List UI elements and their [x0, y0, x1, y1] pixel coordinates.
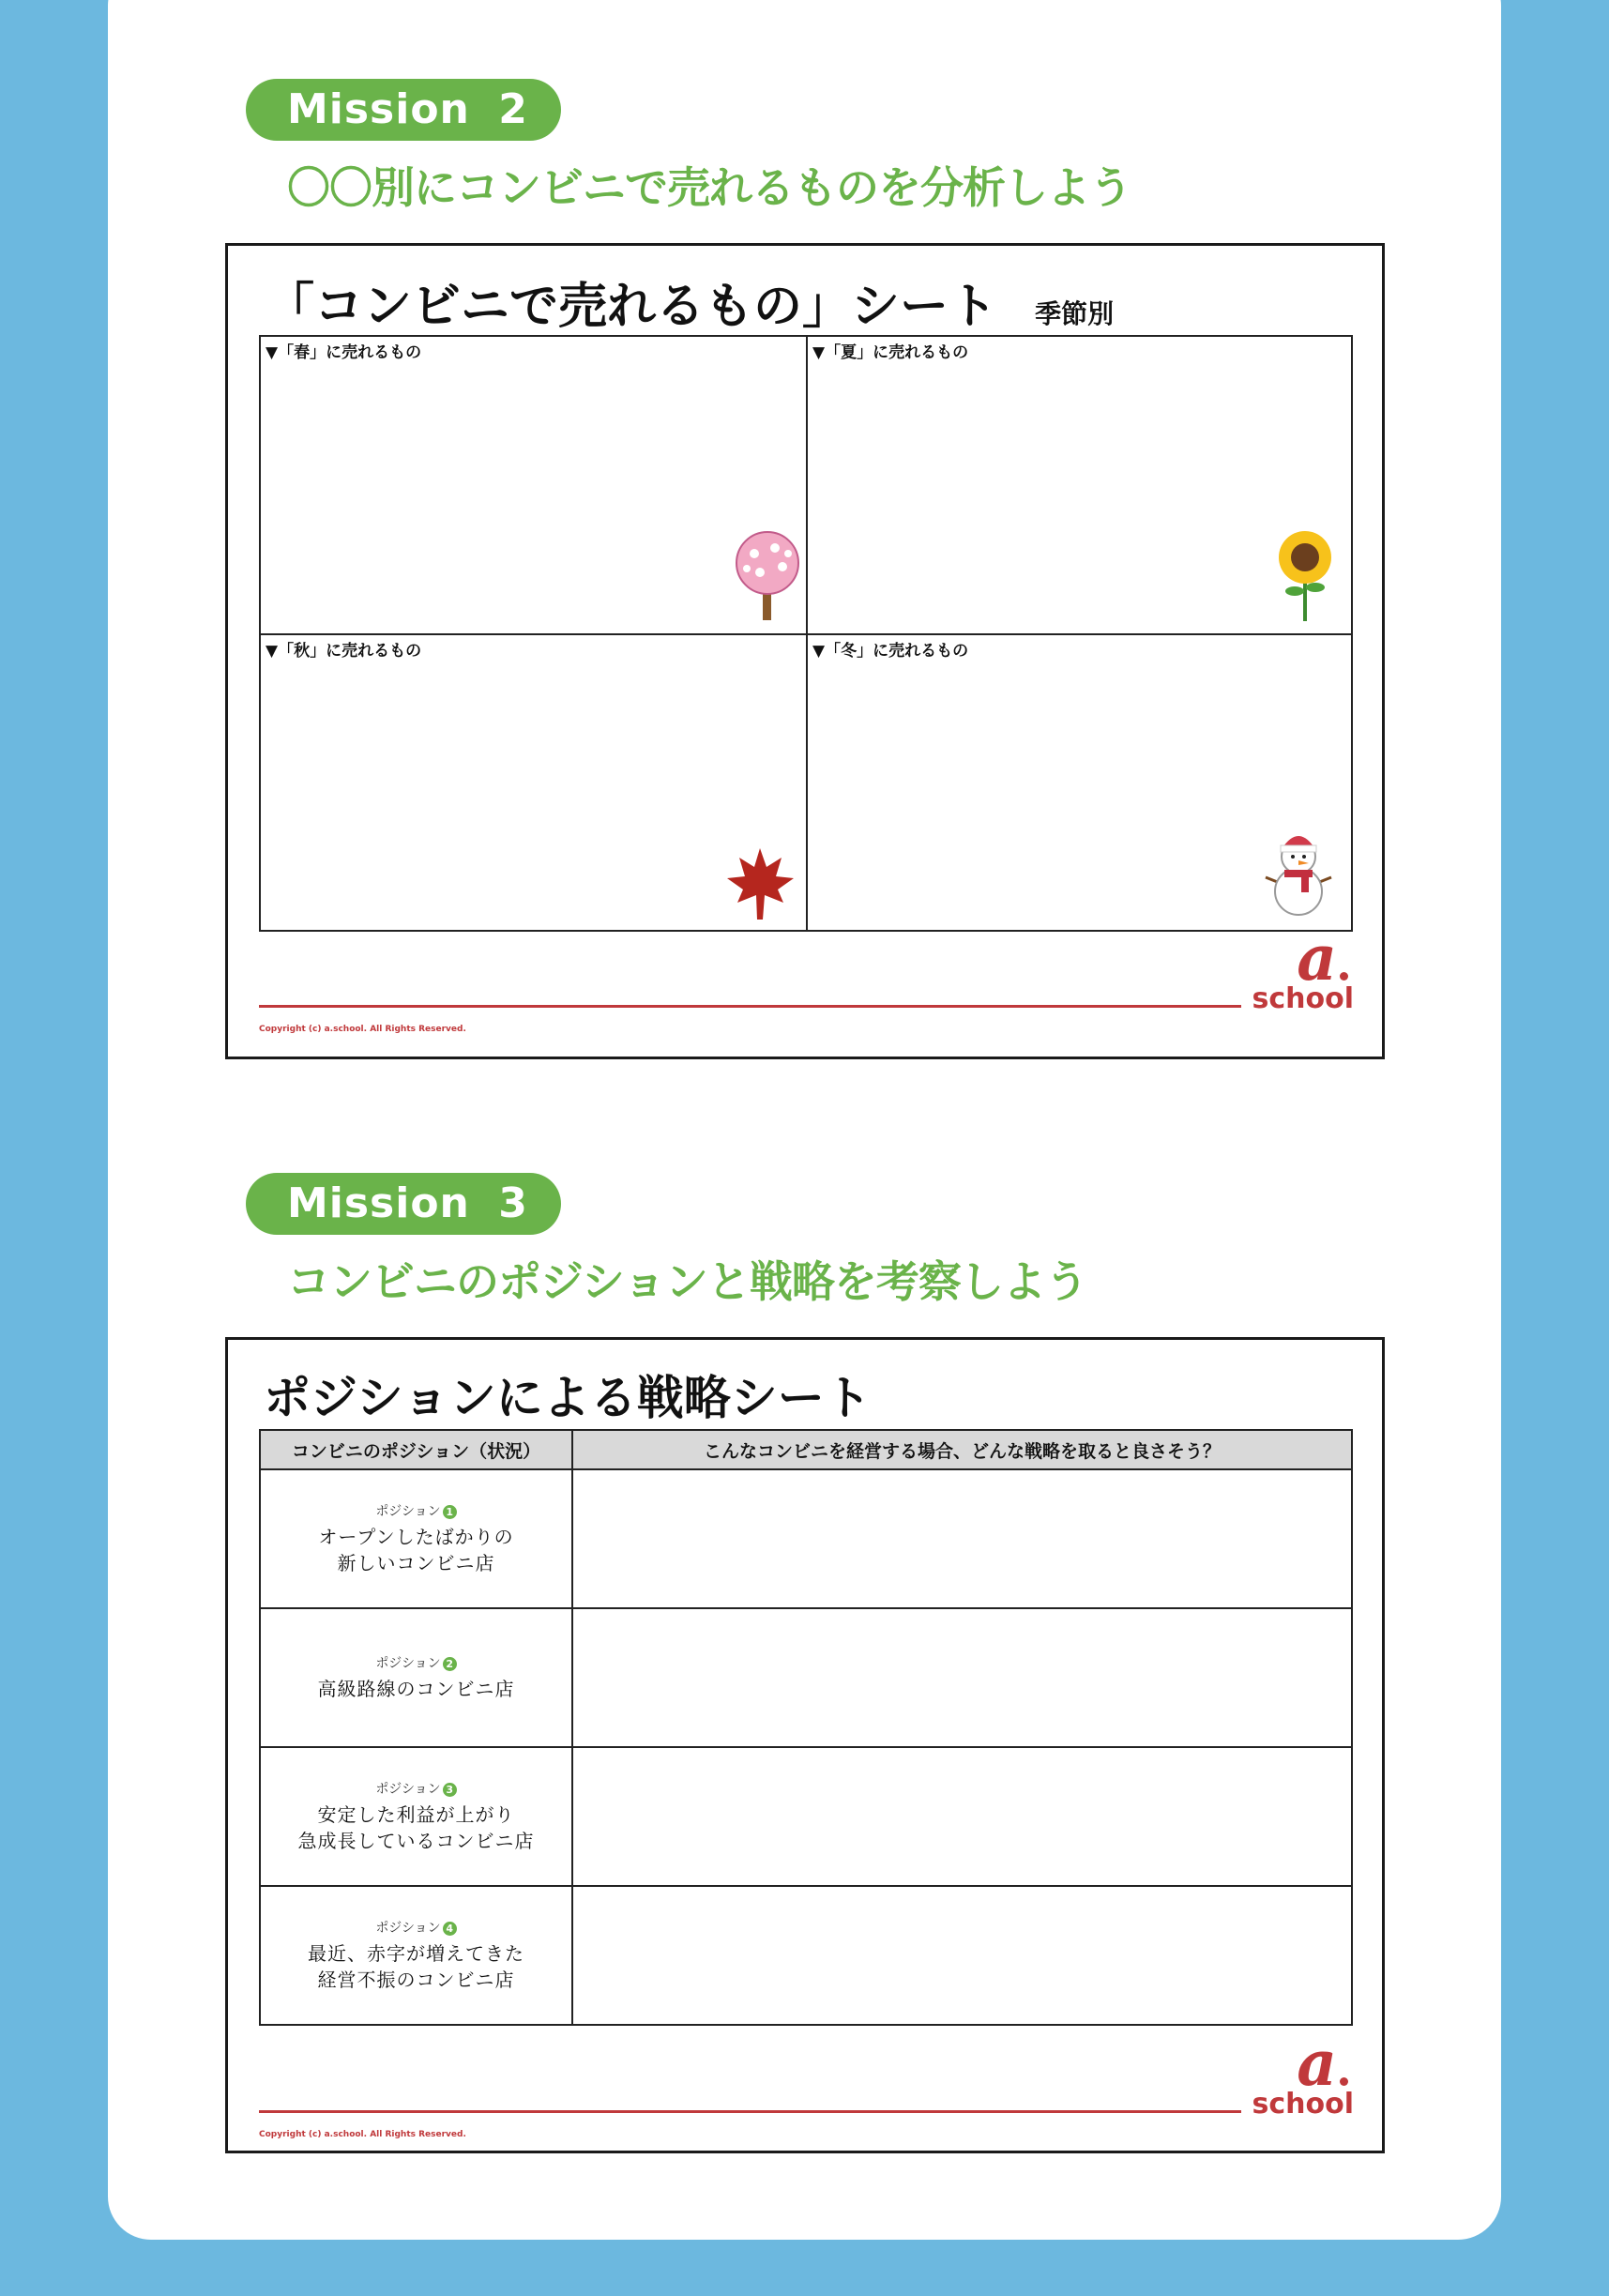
- position-tag: [261, 1501, 571, 1520]
- logo-mark: a: [1297, 2027, 1337, 2100]
- position-cell: [260, 1886, 572, 2025]
- season-sheet-tag: 季節別: [1035, 298, 1115, 329]
- position-tag: [261, 1653, 571, 1672]
- strategy-sheet-title: ポジションによる戦略シート: [264, 1371, 872, 1425]
- logo-text: school: [1252, 2088, 1354, 2121]
- position-line-2: 新しいコンビニ店: [337, 1552, 495, 1574]
- mission-2-badge: Mission 2: [246, 79, 561, 141]
- position-tag: [261, 1779, 571, 1798]
- position-number-badge: 4: [443, 1922, 457, 1936]
- strategy-answer-cell[interactable]: [572, 1469, 1352, 1608]
- logo-mark: a: [1297, 921, 1337, 995]
- logo-dot: [1340, 2077, 1348, 2086]
- winter-cell: [806, 633, 1351, 930]
- spring-cell: [261, 337, 806, 633]
- strategy-answer-cell[interactable]: [572, 1886, 1352, 2025]
- position-column-header: コンビニのポジション（状況）: [260, 1430, 572, 1469]
- copyright-text: Copyright (c) a.school. All Rights Reserved.: [259, 1025, 466, 1034]
- season-sheet-title: [266, 266, 1114, 337]
- position-tag: [261, 1918, 571, 1937]
- snowman-icon: [1256, 821, 1341, 920]
- position-tag-text: ポジション: [375, 1921, 441, 1936]
- season-grid: [259, 335, 1353, 932]
- footer-line: [259, 2110, 1241, 2113]
- strategy-sheet: [225, 1337, 1385, 2153]
- sunflower-icon: [1272, 529, 1338, 623]
- season-sheet-title-text: 「コンビニで売れるもの」シート: [266, 279, 998, 335]
- position-number-badge: 1: [443, 1505, 457, 1519]
- autumn-cell: [261, 633, 806, 930]
- table-row: [260, 1747, 1352, 1886]
- winter-label: ▼「冬」に売れるもの: [812, 642, 969, 661]
- position-cell: [260, 1469, 572, 1608]
- position-line-1: 最近、赤字が増えてきた: [308, 1942, 524, 1965]
- summer-label: ▼「夏」に売れるもの: [812, 343, 969, 362]
- strategy-answer-cell[interactable]: [572, 1608, 1352, 1747]
- mission-3-badge: Mission 3: [246, 1173, 561, 1235]
- strategy-table: [259, 1429, 1353, 2026]
- copyright-text: Copyright (c) a.school. All Rights Reserved.: [259, 2130, 466, 2139]
- maple-leaf-icon: [725, 846, 796, 921]
- position-line-2: 急成長しているコンビニ店: [297, 1830, 535, 1852]
- mission-2-subtitle: 〇〇別にコンビニで売れるものを分析しよう: [287, 162, 1131, 213]
- spring-label: ▼「春」に売れるもの: [266, 343, 422, 362]
- position-line-1: 高級路線のコンビニ店: [317, 1678, 515, 1700]
- a-school-logo: [1251, 2027, 1354, 2121]
- table-row: [260, 1886, 1352, 2025]
- table-row: [260, 1469, 1352, 1608]
- table-row: [260, 1608, 1352, 1747]
- logo-text: school: [1252, 982, 1354, 1015]
- footer-line: [259, 1005, 1241, 1008]
- position-line-1: オープンしたばかりの: [318, 1526, 514, 1548]
- cherry-blossom-tree-icon: [730, 529, 805, 623]
- strategy-answer-cell[interactable]: [572, 1747, 1352, 1886]
- position-cell: [260, 1608, 572, 1747]
- season-sheet: [225, 243, 1385, 1059]
- position-cell: [260, 1747, 572, 1886]
- a-school-logo: [1251, 921, 1354, 1015]
- logo-dot: [1340, 972, 1348, 981]
- strategy-column-header: こんなコンビニを経営する場合、どんな戦略を取ると良さそう？: [572, 1430, 1352, 1469]
- position-tag-text: ポジション: [375, 1504, 441, 1519]
- position-number-badge: 3: [443, 1783, 457, 1797]
- position-tag-text: ポジション: [375, 1656, 441, 1671]
- mission-3-subtitle: コンビニのポジションと戦略を考察しよう: [287, 1256, 1087, 1307]
- position-number-badge: 2: [443, 1657, 457, 1671]
- summer-cell: [806, 337, 1351, 633]
- position-line-1: 安定した利益が上がり: [317, 1803, 515, 1826]
- position-tag-text: ポジション: [375, 1782, 441, 1797]
- position-line-2: 経営不振のコンビニ店: [317, 1969, 515, 1991]
- autumn-label: ▼「秋」に売れるもの: [266, 642, 422, 661]
